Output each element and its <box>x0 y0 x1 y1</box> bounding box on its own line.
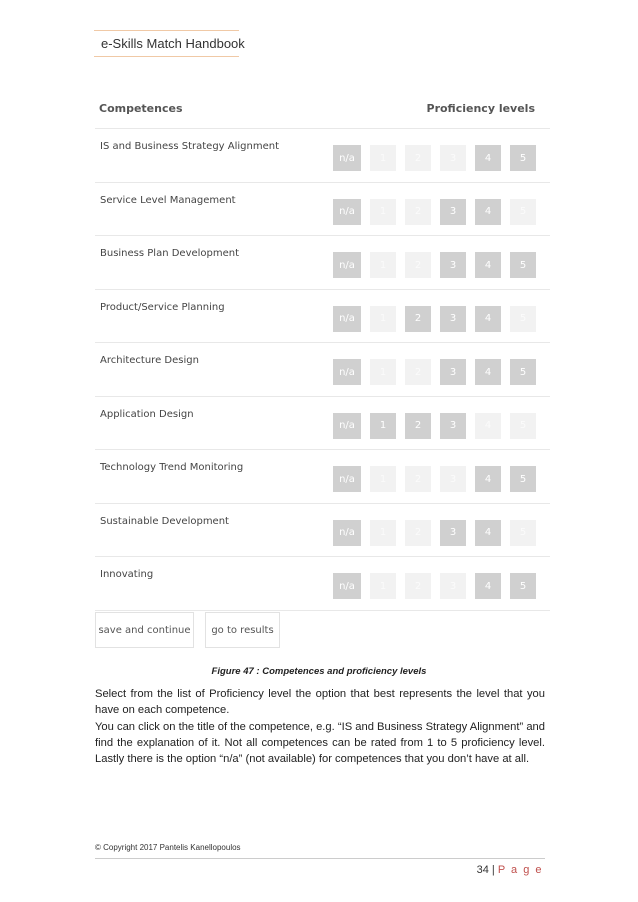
proficiency-level-group <box>333 573 536 599</box>
level-na-button[interactable]: n/a <box>333 466 361 492</box>
competence-row <box>95 129 550 183</box>
level-2-button: 2 <box>405 520 431 546</box>
level-3-button[interactable]: 3 <box>440 199 466 225</box>
level-na-button[interactable]: n/a <box>333 306 361 332</box>
save-and-continue-button[interactable]: save and continue <box>95 612 194 648</box>
level-3-button: 3 <box>440 466 466 492</box>
competence-row <box>95 397 550 451</box>
level-na-button[interactable]: n/a <box>333 573 361 599</box>
competence-row <box>95 450 550 504</box>
proficiency-level-group <box>333 199 536 225</box>
level-4-button[interactable]: 4 <box>475 466 501 492</box>
level-1-button: 1 <box>370 573 396 599</box>
level-1-button: 1 <box>370 145 396 171</box>
header-rule-bottom <box>94 56 239 57</box>
level-3-button[interactable]: 3 <box>440 520 466 546</box>
level-5-button[interactable]: 5 <box>510 359 536 385</box>
level-na-button[interactable]: n/a <box>333 252 361 278</box>
page-word: P a g e <box>497 864 543 876</box>
level-2-button: 2 <box>405 573 431 599</box>
page-number-separator: | <box>491 864 495 876</box>
page-number <box>477 864 543 876</box>
level-2-button: 2 <box>405 466 431 492</box>
level-3-button[interactable]: 3 <box>440 306 466 332</box>
competence-list <box>95 129 550 611</box>
proficiency-level-group <box>333 520 536 546</box>
level-2-button: 2 <box>405 145 431 171</box>
paragraph-2: You can click on the title of the competence, e.g. “IS and Business Strategy Alignment” and find the explanation of it. Not all competences can be rated from 1 to 5 proficiency level. Lastly there is the option “n/a” (not available) for competences that you don’t have at all. <box>95 721 545 765</box>
competence-row <box>95 290 550 344</box>
level-4-button[interactable]: 4 <box>475 199 501 225</box>
level-3-button[interactable]: 3 <box>440 252 466 278</box>
competences-figure <box>95 92 550 611</box>
proficiency-level-group <box>333 466 536 492</box>
figure-header <box>95 92 550 129</box>
level-5-button: 5 <box>510 306 536 332</box>
competence-title-link[interactable]: Architecture Design <box>100 355 199 366</box>
level-5-button[interactable]: 5 <box>510 573 536 599</box>
competence-row <box>95 236 550 290</box>
level-1-button: 1 <box>370 520 396 546</box>
proficiency-levels-column-label: Proficiency levels <box>426 102 535 115</box>
level-3-button: 3 <box>440 573 466 599</box>
proficiency-level-group <box>333 145 536 171</box>
level-4-button[interactable]: 4 <box>475 573 501 599</box>
level-3-button[interactable]: 3 <box>440 359 466 385</box>
level-2-button: 2 <box>405 252 431 278</box>
level-4-button[interactable]: 4 <box>475 252 501 278</box>
page-number-value: 34 <box>476 864 489 876</box>
header-rule-top <box>94 30 239 31</box>
level-5-button[interactable]: 5 <box>510 252 536 278</box>
level-4-button[interactable]: 4 <box>475 145 501 171</box>
proficiency-level-group <box>333 306 536 332</box>
footer-rule <box>95 858 545 859</box>
competence-title-link[interactable]: Technology Trend Monitoring <box>100 462 244 473</box>
competences-column-label: Competences <box>99 102 183 115</box>
level-3-button: 3 <box>440 145 466 171</box>
paragraph-1: Select from the list of Proficiency level the option that best represents the level that you have on each competence. <box>95 688 545 716</box>
level-na-button[interactable]: n/a <box>333 413 361 439</box>
competence-row <box>95 183 550 237</box>
competence-title-link[interactable]: Sustainable Development <box>100 515 229 527</box>
level-4-button: 4 <box>475 413 501 439</box>
level-1-button: 1 <box>370 199 396 225</box>
level-4-button[interactable]: 4 <box>475 359 501 385</box>
level-4-button[interactable]: 4 <box>475 306 501 332</box>
level-2-button: 2 <box>405 359 431 385</box>
proficiency-level-group <box>333 252 536 278</box>
level-4-button[interactable]: 4 <box>475 520 501 546</box>
level-na-button[interactable]: n/a <box>333 199 361 225</box>
competence-row <box>95 504 550 558</box>
level-2-button[interactable]: 2 <box>405 413 431 439</box>
competence-title-link[interactable]: Innovating <box>100 569 154 580</box>
figure-actions <box>95 612 280 648</box>
competence-title-link[interactable]: Service Level Management <box>100 194 236 206</box>
level-5-button: 5 <box>510 199 536 225</box>
level-5-button: 5 <box>510 520 536 546</box>
level-1-button[interactable]: 1 <box>370 413 396 439</box>
level-2-button[interactable]: 2 <box>405 306 431 332</box>
competence-title-link[interactable]: Product/Service Planning <box>100 301 225 313</box>
level-na-button[interactable]: n/a <box>333 145 361 171</box>
level-1-button: 1 <box>370 359 396 385</box>
proficiency-level-group <box>333 413 536 439</box>
copyright-text: © Copyright 2017 Pantelis Kanellopoulos <box>95 843 241 852</box>
level-na-button[interactable]: n/a <box>333 520 361 546</box>
level-1-button: 1 <box>370 466 396 492</box>
competence-title-link[interactable]: IS and Business Strategy Alignment <box>100 141 280 152</box>
level-1-button: 1 <box>370 306 396 332</box>
level-5-button: 5 <box>510 413 536 439</box>
go-to-results-button[interactable]: go to results <box>205 612 280 648</box>
level-2-button: 2 <box>405 199 431 225</box>
competence-title-link[interactable]: Application Design <box>100 408 194 420</box>
competence-row <box>95 557 550 611</box>
level-1-button: 1 <box>370 252 396 278</box>
level-5-button[interactable]: 5 <box>510 145 536 171</box>
competence-row <box>95 343 550 397</box>
level-5-button[interactable]: 5 <box>510 466 536 492</box>
proficiency-level-group <box>333 359 536 385</box>
level-na-button[interactable]: n/a <box>333 359 361 385</box>
figure-caption: Figure 47 : Competences and proficiency levels <box>211 666 427 677</box>
level-3-button[interactable]: 3 <box>440 413 466 439</box>
header-title: e-Skills Match Handbook <box>101 36 245 51</box>
competence-title-link[interactable]: Business Plan Development <box>100 248 240 259</box>
